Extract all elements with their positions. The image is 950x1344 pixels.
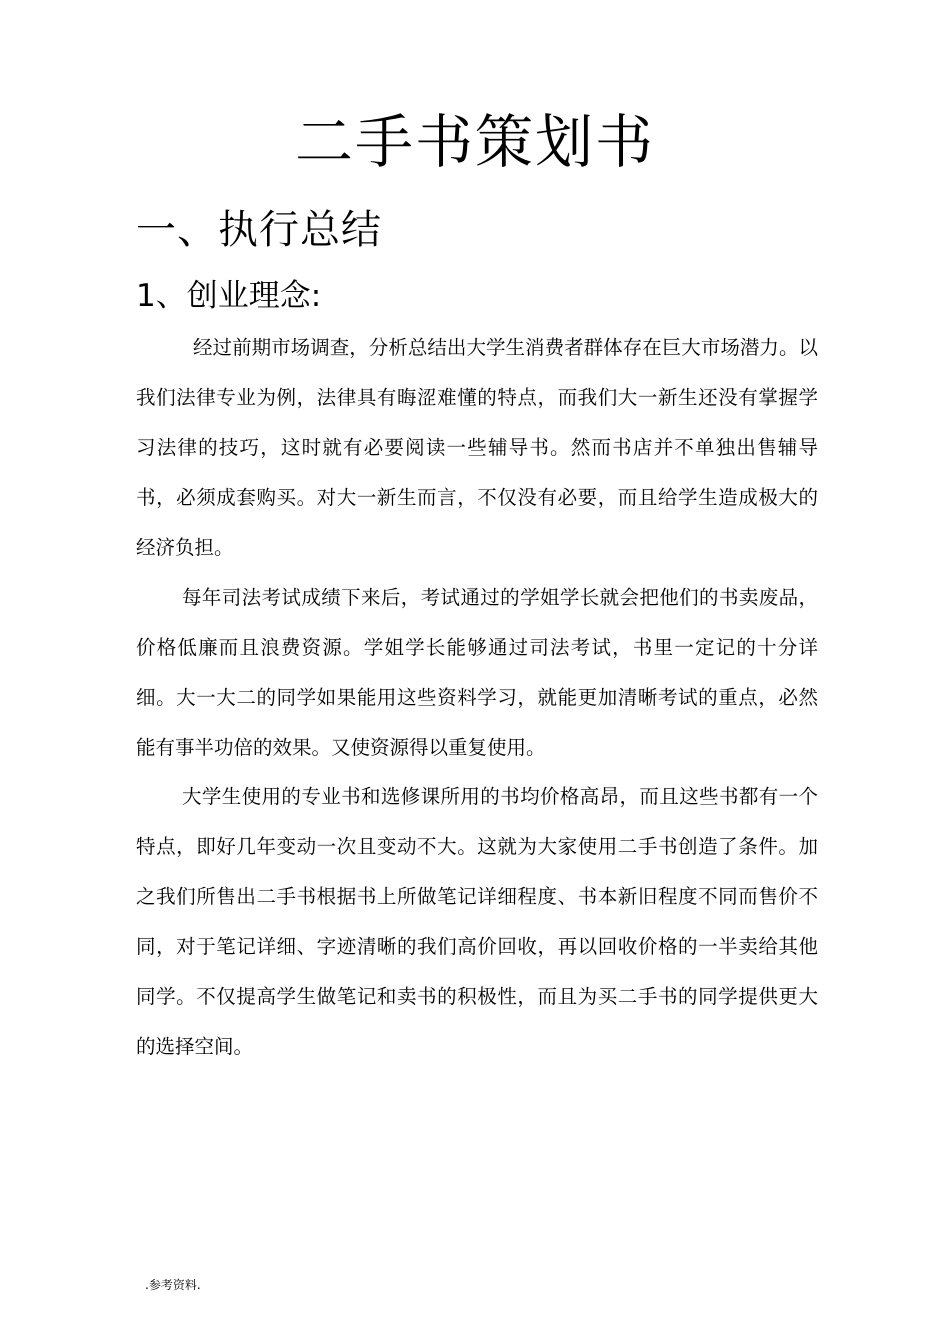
paragraph-2: 每年司法考试成绩下来后，考试通过的学姐学长就会把他们的书卖废品，价格低廉而且浪费资源。学姐学长能够通过司法考试，书里一定记的十分详细。大一大二的同学如果能用这些资料学习，就能更加清晰考试的重点，必然能有事半功倍的效果。又使资源得以重复使用。 [136, 586, 818, 759]
section-heading: 一、执行总结 [136, 207, 382, 253]
subsection-heading: 1、创业理念: [136, 278, 322, 314]
document-title: 二手书策划书 [294, 108, 655, 176]
footer-note: .参考资料. [145, 1278, 201, 1292]
paragraph-3: 大学生使用的专业书和选修课所用的书均价格高昂，而且这些书都有一个特点，即好几年变动一次且变动不大。这就为大家使用二手书创造了条件。加之我们所售出二手书根据书上所做笔记详细程度、书本新旧程度不同而售价不同，对于笔记详细、字迹清晰的我们高价回收，再以回收价格的一半卖给其他同学。不仅提高学生做笔记和卖书的积极性，而且为买二手书的同学提供更大的选择空间。 [136, 785, 818, 1058]
paragraph-1: 经过前期市场调查，分析总结出大学生消费者群体存在巨大市场潜力。以我们法律专业为例，法律具有晦涩难懂的特点，而我们大一新生还没有掌握学习法律的技巧，这时就有必要阅读一些辅导书。然而书店并不单独出售辅导书，必须成套购买。对大一新生而言，不仅没有必要，而且给学生造成极大的经济负担。 [136, 336, 818, 559]
